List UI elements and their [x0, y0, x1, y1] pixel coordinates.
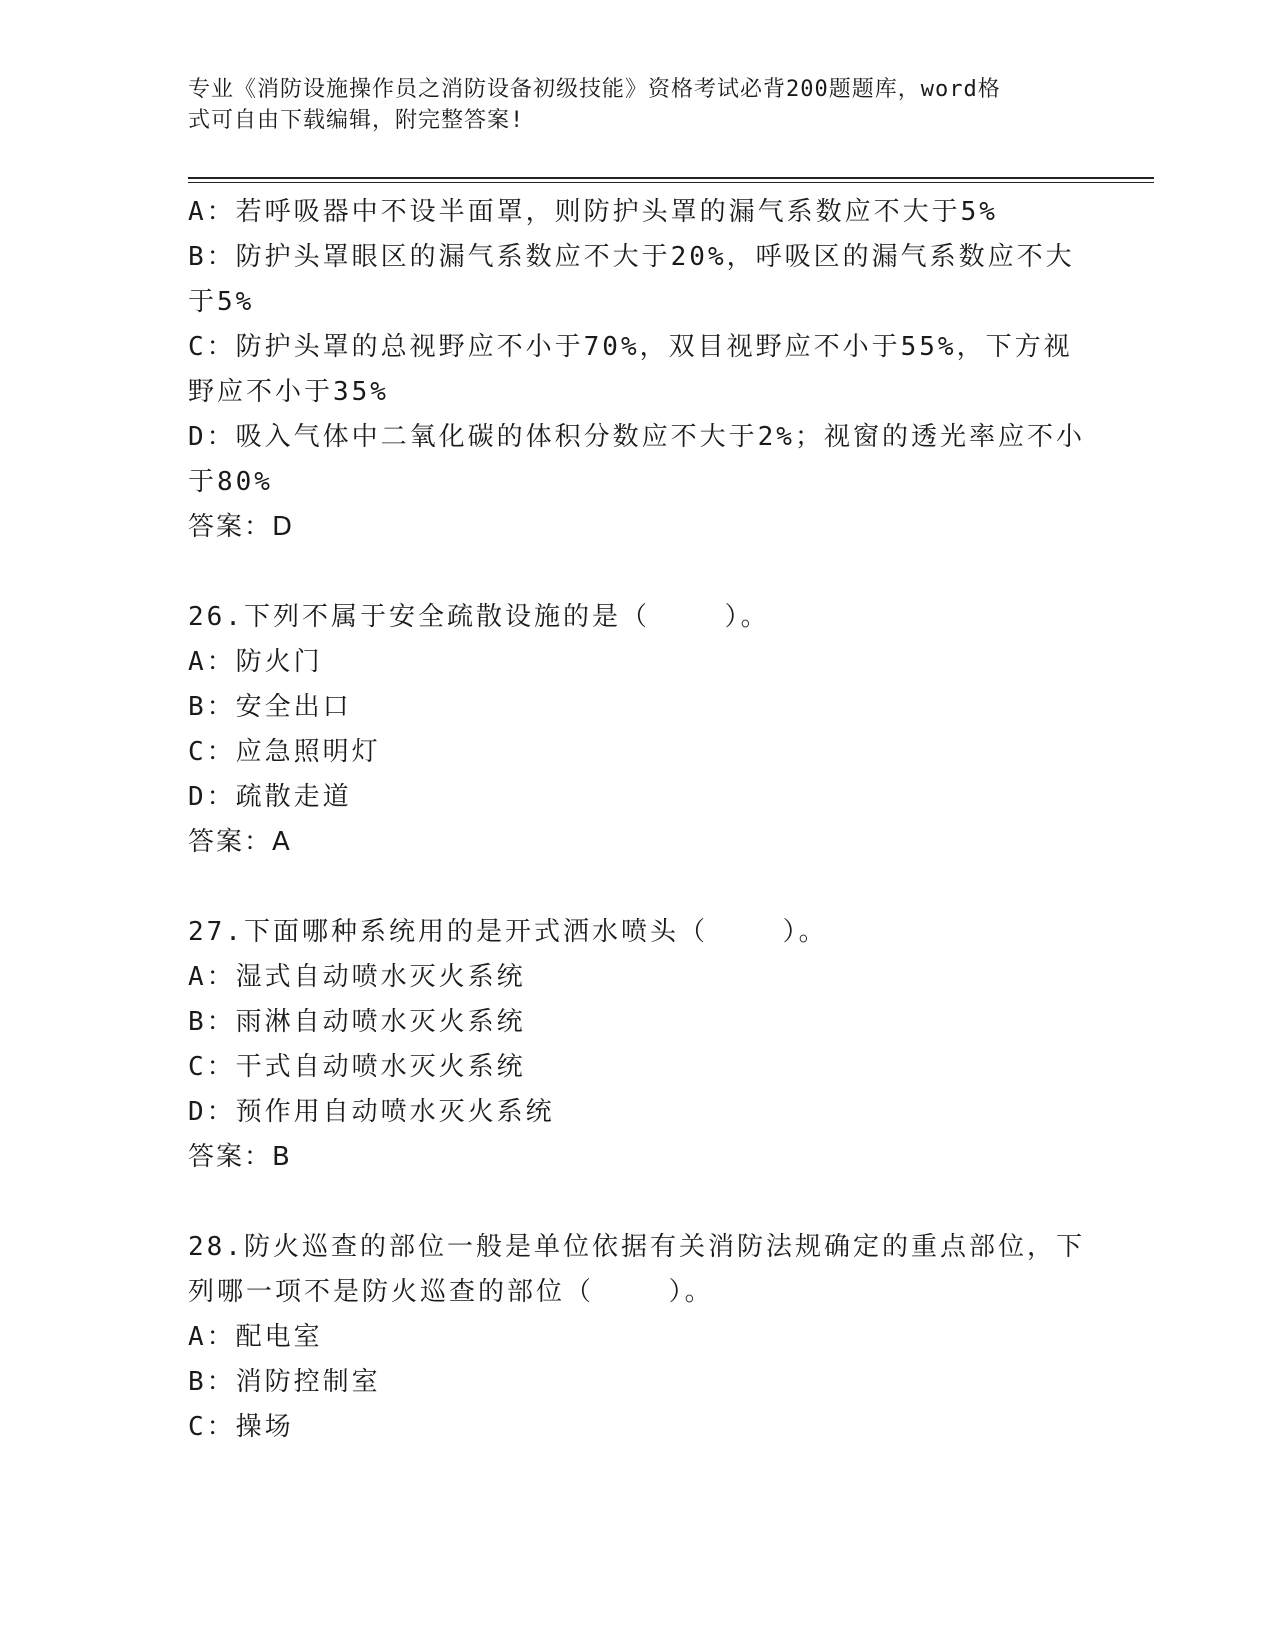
- option-b: B：防护头罩眼区的漏气系数应不大于20%，呼吸区的漏气系数应不大: [188, 242, 1075, 272]
- option-b: B：安全出口: [188, 692, 352, 722]
- answer-25: 答案：D: [188, 512, 295, 542]
- answer-27: 答案：B: [188, 1142, 292, 1172]
- option-c: C：应急照明灯: [188, 737, 381, 767]
- question-content: [188, 190, 1088, 1450]
- option-d-continued: 于80%: [188, 467, 273, 497]
- option-d: D：预作用自动喷水灭火系统: [188, 1097, 555, 1127]
- option-b-continued: 于5%: [188, 287, 255, 317]
- option-a: A：防火门: [188, 647, 323, 677]
- spacer: [188, 865, 1088, 910]
- document-header: [188, 74, 1068, 136]
- spacer: [188, 1180, 1088, 1225]
- answer-26: 答案：A: [188, 827, 292, 857]
- header-line-1: 专业《消防设施操作员之消防设备初级技能》资格考试必背200题题库，word格: [188, 77, 1001, 102]
- option-c: C：操场: [188, 1412, 294, 1442]
- option-a: A：配电室: [188, 1322, 323, 1352]
- question-26-text: 26.下列不属于安全疏散设施的是（ ）。: [188, 602, 770, 632]
- question-26-block: [188, 595, 1088, 865]
- question-28-text-continued: 列哪一项不是防火巡查的部位（ ）。: [188, 1277, 714, 1307]
- option-a: A：湿式自动喷水灭火系统: [188, 962, 526, 992]
- option-b: B：雨淋自动喷水灭火系统: [188, 1007, 526, 1037]
- header-line-2: 式可自由下载编辑，附完整答案!: [188, 108, 525, 133]
- question-27-text: 27.下面哪种系统用的是开式洒水喷头（ ）。: [188, 917, 828, 947]
- question-28-block: [188, 1225, 1088, 1450]
- option-c-continued: 野应不小于35%: [188, 377, 389, 407]
- option-d: D：吸入气体中二氧化碳的体积分数应不大于2%；视窗的透光率应不小: [188, 422, 1085, 452]
- option-d: D：疏散走道: [188, 782, 352, 812]
- option-a: A：若呼吸器中不设半面罩，则防护头罩的漏气系数应不大于5%: [188, 197, 998, 227]
- header-divider-thin: [188, 182, 1154, 183]
- question-28-text: 28.防火巡查的部位一般是单位依据有关消防法规确定的重点部位，下: [188, 1232, 1085, 1262]
- header-divider-thick: [188, 177, 1154, 179]
- spacer: [188, 550, 1088, 595]
- question-25-block: [188, 190, 1088, 550]
- question-27-block: [188, 910, 1088, 1180]
- option-b: B：消防控制室: [188, 1367, 381, 1397]
- option-c: C：干式自动喷水灭火系统: [188, 1052, 526, 1082]
- option-c: C：防护头罩的总视野应不小于70%，双目视野应不小于55%，下方视: [188, 332, 1073, 362]
